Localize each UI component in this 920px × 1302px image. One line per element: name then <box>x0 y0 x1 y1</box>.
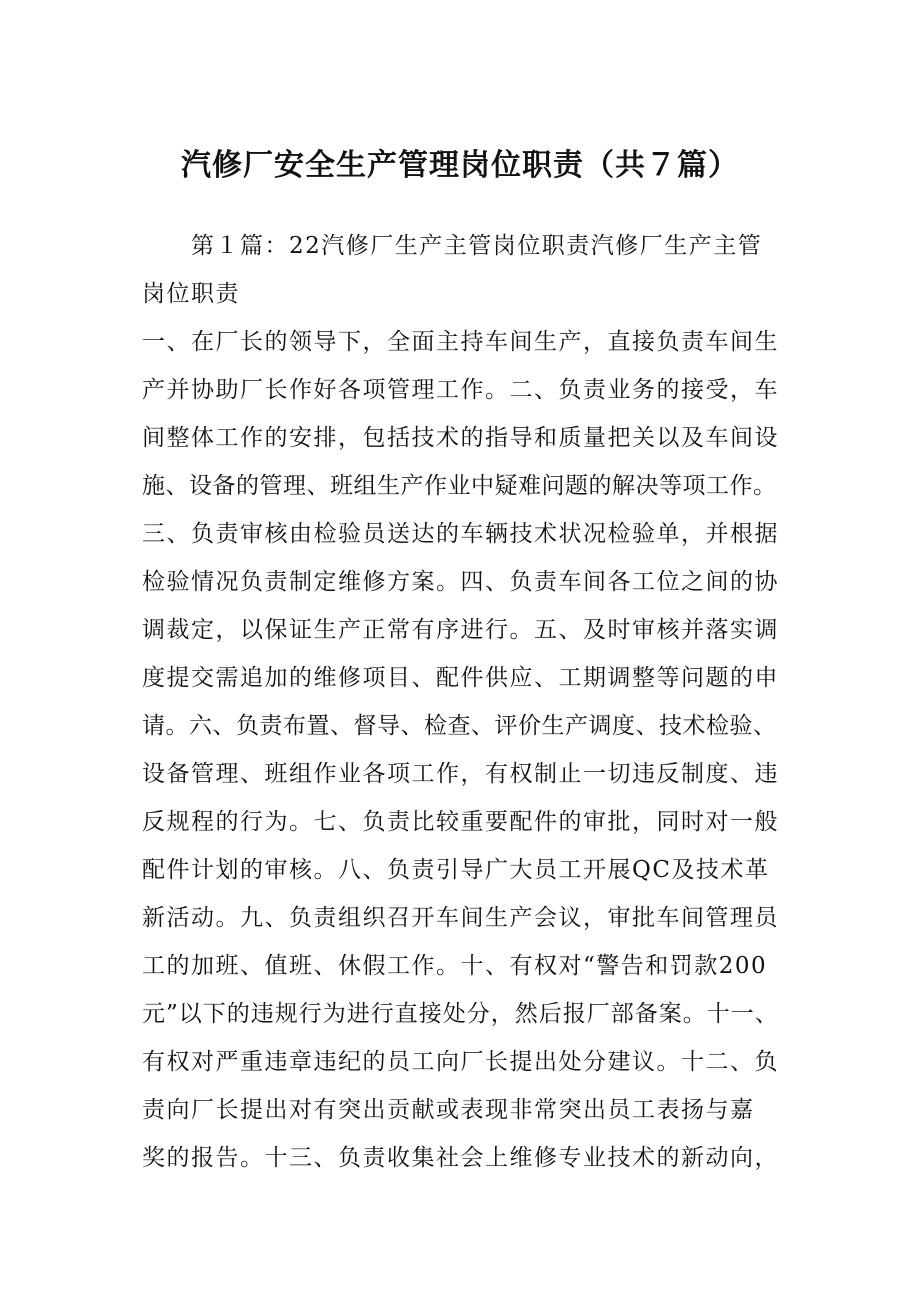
body-line: 施、设备的管理、班组生产作业中疑难问题的解决等项工作。 <box>142 473 777 499</box>
body-line: 产并协助厂长作好各项管理工作。二、负责业务的接受，车 <box>142 377 779 403</box>
document-title: 汽修厂安全生产管理岗位职责（共７篇） <box>181 148 739 183</box>
body-line: 新活动。九、负责组织召开车间生产会议，审批车间管理员 <box>142 905 779 931</box>
body-line: 岗位职责 <box>142 281 240 307</box>
body-line: 第１篇：22汽修厂生产主管岗位职责汽修厂生产主管 <box>142 233 763 259</box>
body-line: 度提交需追加的维修项目、配件供应、工期调整等问题的申 <box>142 665 779 691</box>
body-line: 间整体工作的安排，包括技术的指导和质量把关以及车间设 <box>142 425 779 451</box>
body-line: 检验情况负责制定维修方案。四、负责车间各工位之间的协 <box>142 569 779 595</box>
body-line: 设备管理、班组作业各项工作，有权制止一切违反制度、违 <box>142 761 779 787</box>
body-line: 请。六、负责布置、督导、检查、评价生产调度、技术检验、 <box>142 713 777 739</box>
body-line: 工的加班、值班、休假工作。十、有权对“警告和罚款200 <box>142 953 768 979</box>
body-line: 三、负责审核由检验员送达的车辆技术状况检验单，并根据 <box>142 521 779 547</box>
body-line: 元”以下的违规行为进行直接处分，然后报厂部备案。十一、 <box>142 1001 779 1027</box>
body-line: 调裁定，以保证生产正常有序进行。五、及时审核并落实调 <box>142 617 779 643</box>
body-line: 配件计划的审核。八、负责引导广大员工开展QC及技术革 <box>142 857 770 883</box>
body-line: 一、在厂长的领导下，全面主持车间生产，直接负责车间生 <box>142 329 779 355</box>
body-line: 奖的报告。十三、负责收集社会上维修专业技术的新动向， <box>142 1145 779 1171</box>
body-line: 有权对严重违章违纪的员工向厂长提出处分建议。十二、负 <box>142 1049 779 1075</box>
body-line: 反规程的行为。七、负责比较重要配件的审批，同时对一般 <box>142 809 779 835</box>
body-line: 责向厂长提出对有突出贡献或表现非常突出员工表扬与嘉 <box>142 1097 755 1123</box>
